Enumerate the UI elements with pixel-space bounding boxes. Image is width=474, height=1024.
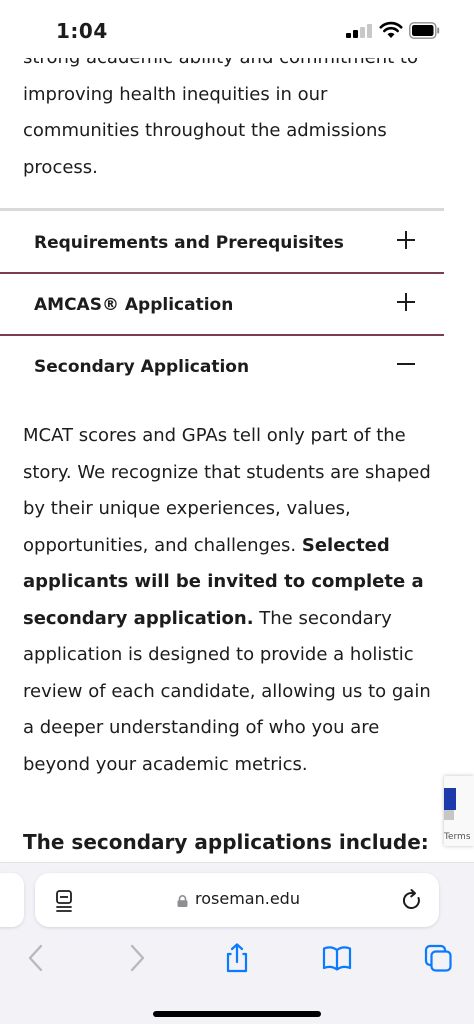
status-bar	[0, 0, 474, 58]
accordion-requirements-label: Requirements and Prerequisites	[34, 233, 344, 253]
bookmarks-icon[interactable]	[322, 943, 352, 973]
browser-chrome	[0, 862, 474, 1024]
plus-icon[interactable]	[397, 231, 415, 249]
address-bar[interactable]	[35, 873, 439, 927]
recaptcha-logo-icon	[444, 788, 456, 810]
secondary-text-2: The secondary application is designed to provide a holistic review of each candidate, allowing us to gain a deeper understanding of who you are beyond your academic metrics.	[23, 607, 431, 775]
lock-icon	[177, 895, 188, 907]
accordion-requirements[interactable]	[0, 211, 444, 273]
accordion-amcas-label: AMCAS® Application	[34, 295, 234, 315]
status-time: 1:04	[56, 19, 108, 43]
page-menu-icon[interactable]	[55, 889, 75, 913]
recaptcha-logo-part	[444, 810, 454, 820]
accordion-secondary[interactable]	[0, 335, 444, 397]
accordion-amcas[interactable]	[0, 273, 444, 335]
tabs-icon[interactable]	[423, 943, 453, 973]
recaptcha-terms-link[interactable]: Terms	[444, 832, 471, 842]
home-indicator	[153, 1011, 321, 1017]
intro-section	[0, 58, 444, 208]
plus-icon[interactable]	[397, 293, 415, 311]
battery-icon	[409, 22, 440, 39]
url-text[interactable]: roseman.edu	[195, 889, 300, 908]
minus-icon[interactable]	[397, 355, 415, 373]
secondary-text-1: MCAT scores and GPAs tell only part of the story. We recognize that students are shaped by their unique experiences, values, opportunities, and challenges.	[23, 425, 431, 556]
previous-tab-card[interactable]	[0, 873, 24, 927]
share-icon[interactable]	[222, 943, 252, 973]
section-heading: The secondary applications include:	[23, 830, 429, 854]
secondary-description	[23, 418, 433, 783]
intro-paragraph: improving health inequities in our communities throughout the admissions process.	[23, 83, 387, 178]
back-icon[interactable]	[21, 943, 51, 973]
reload-icon[interactable]	[401, 888, 423, 912]
secondary-text-bold: Selected applicants will be invited to complete a secondary application.	[23, 534, 424, 629]
accordion-secondary-label: Secondary Application	[34, 357, 250, 377]
forward-icon[interactable]	[122, 943, 152, 973]
wifi-icon	[379, 21, 403, 39]
cellular-signal-icon	[346, 24, 372, 38]
